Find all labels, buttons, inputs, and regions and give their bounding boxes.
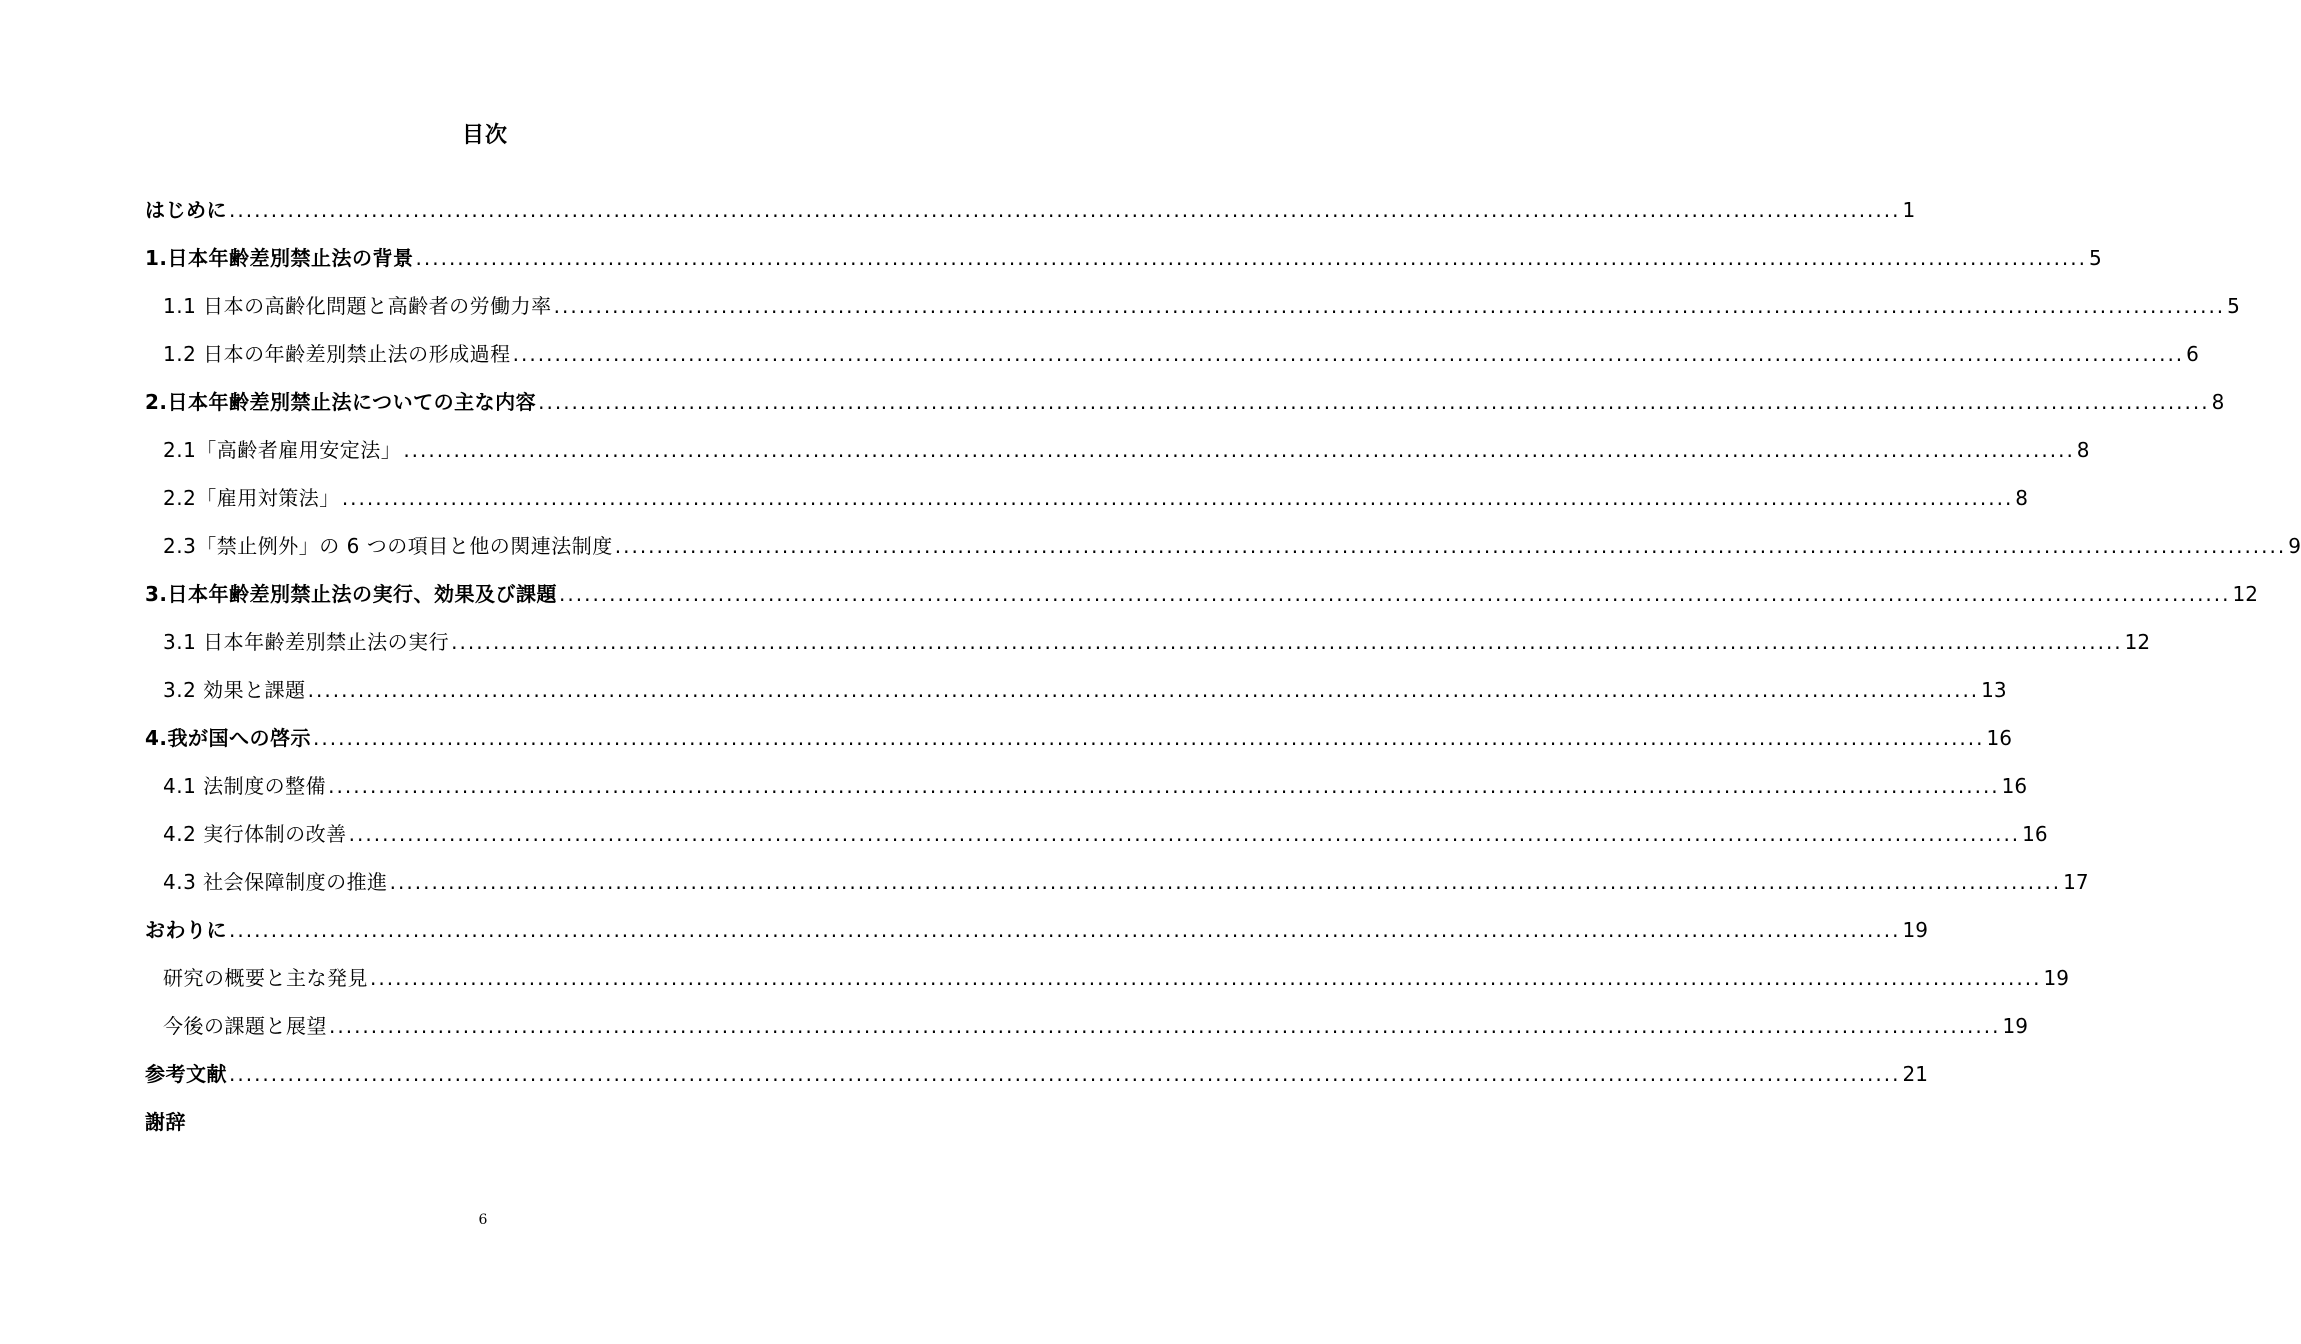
toc-entry-label: 1.日本年齢差別禁止法の背景 [145,246,414,270]
toc-entry-label: 3.日本年齢差別禁止法の実行、効果及び課題 [145,582,558,606]
toc-entry-section[interactable] [145,950,2069,998]
toc-entry-label: おわりに [145,918,227,942]
toc-entry-label: 4.3 社会保障制度の推進 [163,870,388,894]
toc-entry-label: 今後の課題と展望 [163,1014,327,1038]
toc-dot-leader: ........................................................................................................................................................................................................ [403,438,2075,462]
toc-entry-label: 4.1 法制度の整備 [163,774,327,798]
toc-entry-section[interactable] [145,278,2240,326]
toc-entry-page: 9 [2288,534,2301,558]
toc-entry-page: 1 [1902,198,1916,222]
toc-entry-chapter[interactable] [145,374,2225,422]
toc-entry-page: 5 [2089,246,2102,270]
toc-dot-leader: ........................................................................................................................................................................................................ [415,246,2087,270]
toc-list [145,182,2301,1142]
toc-dot-leader: ........................................................................................................................................................................................................ [229,1062,1901,1086]
toc-entry-page: 16 [2022,822,2048,846]
toc-entry-chapter[interactable] [145,710,2012,758]
toc-dot-leader: ........................................................................................................................................................................................................ [559,582,2231,606]
toc-entry-label: 参考文献 [145,1062,227,1086]
toc-dot-leader: ........................................................................................................................................................................................................ [389,870,2062,894]
toc-entry-page: 16 [1986,726,2012,750]
toc-dot-leader: ........................................................................................................................................................................................................ [370,966,2042,990]
toc-dot-leader: ........................................................................................................................................................................................................ [313,726,1985,750]
toc-entry-label: 謝辞 [145,1110,186,1134]
toc-dot-leader: ........................................................................................................................................................................................................ [341,486,2014,510]
toc-entry-section[interactable] [145,758,2028,806]
toc-entry-page: 21 [1902,1062,1928,1086]
toc-title: 目次 [461,123,508,148]
toc-entry-page: 12 [2232,582,2258,606]
toc-dot-leader: ........................................................................................................................................................................................................ [451,630,2123,654]
toc-entry-section[interactable] [145,518,2301,566]
toc-dot-leader: ........................................................................................................................................................................................................ [229,918,1901,942]
toc-entry-page: 12 [2124,630,2151,654]
toc-entry-page: 19 [1902,918,1928,942]
toc-entry-page: 8 [2211,390,2225,414]
toc-entry-section[interactable] [145,614,2151,662]
toc-entry-page: 19 [2002,1014,2028,1038]
toc-dot-leader: ........................................................................................................................................................................................................ [328,774,2000,798]
toc-entry-label: 1.1 日本の高齢化問題と高齢者の労働力率 [163,294,552,318]
toc-dot-leader: ........................................................................................................................................................................................................ [348,822,2021,846]
toc-entry-label: はじめに [145,198,227,222]
toc-entry-section[interactable] [145,662,2007,710]
toc-entry-section[interactable] [145,422,2090,470]
toc-entry-chapter[interactable] [145,902,1928,950]
toc-entry-section[interactable] [145,326,2199,374]
toc-dot-leader: ........................................................................................................................................................................................................ [614,534,2287,558]
toc-dot-leader: ........................................................................................................................................................................................................ [553,294,2226,318]
toc-entry-page: 5 [2227,294,2240,318]
toc-entry-page: 17 [2063,870,2089,894]
toc-entry-label: 4.我が国への啓示 [145,726,312,750]
toc-entry-page: 19 [2043,966,2069,990]
toc-entry-chapter[interactable] [145,230,2102,278]
toc-dot-leader: ........................................................................................................................................................................................................ [512,342,2185,366]
toc-entry-chapter[interactable] [145,1046,1928,1094]
toc-entry-label: 1.2 日本の年齢差別禁止法の形成過程 [163,342,511,366]
toc-dot-leader: ........................................................................................................................................................................................................ [538,390,2210,414]
toc-entry-page: 13 [1981,678,2007,702]
toc-dot-leader: ........................................................................................................................................................................................................ [329,1014,2001,1038]
page-number: 6 [478,1212,488,1228]
toc-entry-chapter[interactable] [145,182,1916,230]
toc-entry-section[interactable] [145,806,2048,854]
toc-entry-page: 8 [2015,486,2029,510]
toc-dot-leader: ........................................................................................................................................................................................................ [229,198,1901,222]
toc-entry-page: 16 [2001,774,2028,798]
toc-entry-label: 2.日本年齢差別禁止法についての主な内容 [145,390,537,414]
toc-entry-label: 3.2 効果と課題 [163,678,306,702]
toc-entry-page: 8 [2076,438,2090,462]
toc-entry-section[interactable] [145,998,2028,1046]
toc-dot-leader: ........................................................................................................................................................................................................ [307,678,1980,702]
toc-entry-page: 6 [2186,342,2199,366]
toc-entry-chapter[interactable] [145,1094,806,1142]
toc-entry-label: 2.2「雇用対策法」 [163,486,340,510]
toc-entry-label: 研究の概要と主な発見 [163,966,368,990]
toc-entry-label: 3.1 日本年齢差別禁止法の実行 [163,630,450,654]
toc-entry-chapter[interactable] [145,566,2258,614]
toc-entry-label: 2.1「高齢者雇用安定法」 [163,438,402,462]
toc-entry-label: 2.3「禁止例外」の 6 つの項目と他の関連法制度 [163,534,613,558]
toc-entry-label: 4.2 実行体制の改善 [163,822,347,846]
toc-entry-section[interactable] [145,470,2029,518]
toc-entry-section[interactable] [145,854,2089,902]
